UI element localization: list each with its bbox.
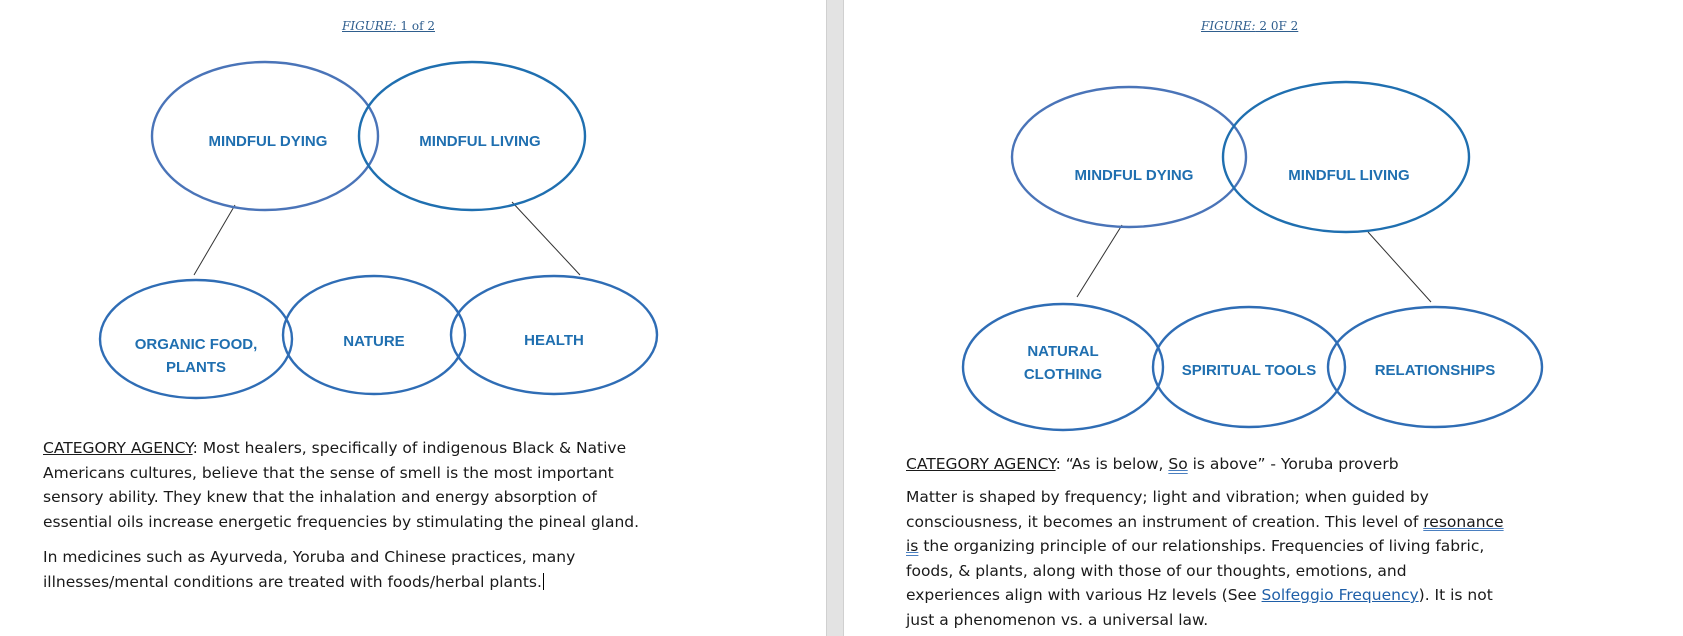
- paragraph-medicines[interactable]: In medicines such as Ayurveda, Yoruba and Chinese practices, many illnesses/mental conditions are treated with foods/herbal plants.: [43, 548, 576, 591]
- node-relationships: RELATIONSHIPS: [1374, 362, 1496, 379]
- ellipse-mindful-living-2: [1223, 82, 1469, 232]
- node-organic-food: ORGANIC FOOD, PLANTS: [134, 336, 258, 376]
- node-mindful-living-2: MINDFUL LIVING: [1288, 167, 1410, 184]
- node-mindful-dying: MINDFUL DYING: [208, 133, 328, 150]
- solfeggio-frequency-link[interactable]: Solfeggio Frequency: [1261, 586, 1419, 604]
- page-gutter: [826, 0, 844, 636]
- paragraph-category-agency-1: CATEGORY AGENCY: Most healers, specifically of indigenous Black & Native Americans cultures, believe that the sense of smell is the most important sensory ability. They knew that the inhalation and energy absorption of essential oils increase energetic frequencies by stimulating the pineal gland.: [43, 439, 640, 531]
- node-spiritual-tools: SPIRITUAL TOOLS: [1181, 362, 1317, 379]
- connector-dying-clothing: [1077, 225, 1122, 297]
- document-page-1: [0, 0, 826, 636]
- connector-living-relationships: [1368, 232, 1431, 302]
- paragraph-matter: Matter is shaped by frequency; light and vibration; when guided by consciousness, it becomes an instrument of creation. This level of resonance is the organizing principle of our relationships. Frequencies of living fabric, foods, & plants, along with those of our thoughts, emotions, and experiences align with various Hz levels (See Solfeggio Frequency). It is not just a phenomenon vs. a universal law.: [906, 488, 1504, 629]
- paragraph-category-agency-2: CATEGORY AGENCY: “As is below, So is above” - Yoruba proverb: [906, 455, 1399, 473]
- node-nature: NATURE: [343, 333, 405, 350]
- node-health: HEALTH: [524, 332, 584, 349]
- figure-caption-1: FIGURE: 1 of 2: [342, 19, 435, 33]
- connector-dying-organic: [194, 205, 235, 275]
- connector-living-health: [512, 202, 580, 275]
- node-mindful-dying-2: MINDFUL DYING: [1074, 167, 1194, 184]
- figure-caption-2: FIGURE: 2 0F 2: [1201, 19, 1299, 33]
- node-natural-clothing: NATURAL CLOTHING: [1023, 343, 1103, 383]
- document-page-2: [844, 0, 1683, 636]
- node-mindful-living: MINDFUL LIVING: [419, 133, 541, 150]
- text-cursor: [543, 573, 544, 590]
- ellipse-mindful-dying-2: [1012, 87, 1246, 227]
